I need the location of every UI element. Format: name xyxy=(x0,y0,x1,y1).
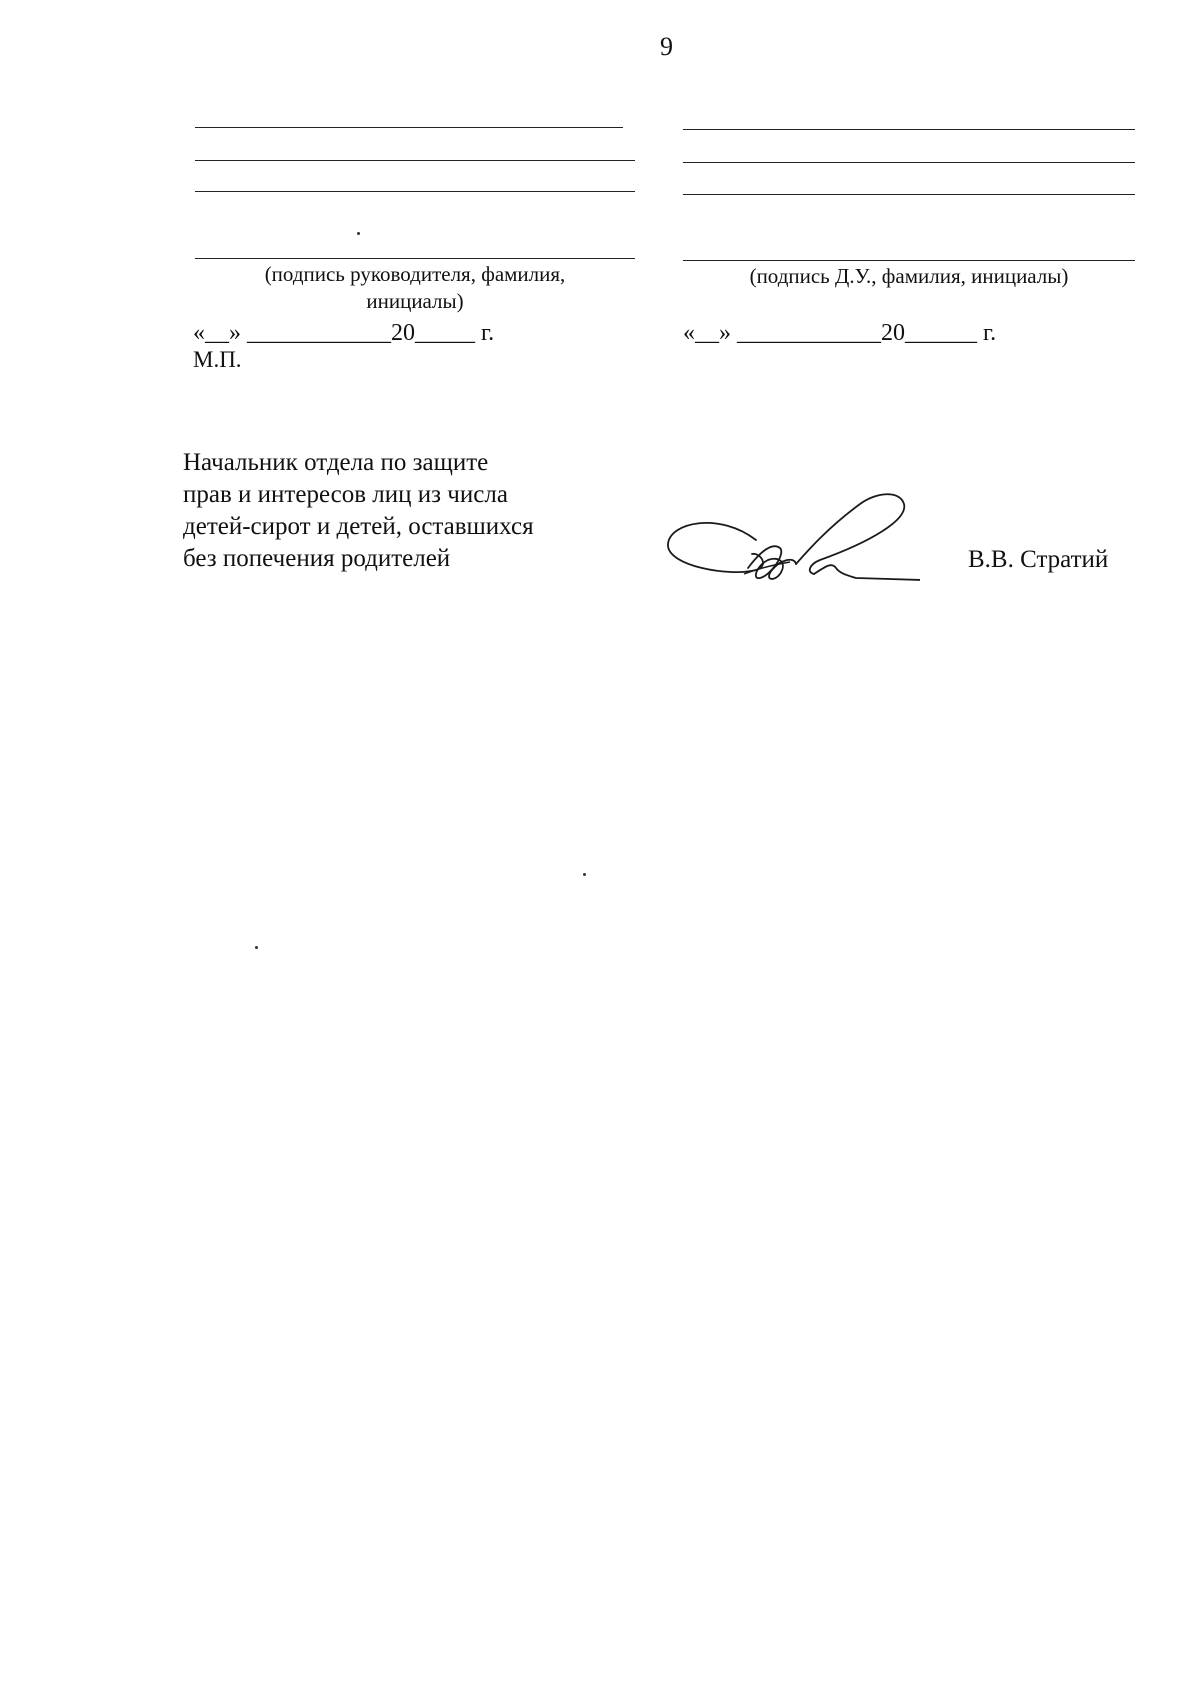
stamp-label: М.П. xyxy=(193,347,242,372)
scan-speck xyxy=(583,873,586,876)
left-signature-caption xyxy=(195,261,635,315)
position-line-4: без попечения родителей xyxy=(183,545,451,572)
right-blank-line-3 xyxy=(683,194,1135,195)
left-signature-line xyxy=(195,258,635,259)
left-caption-line-2: инициалы) xyxy=(366,289,464,313)
signer-name: В.В. Стратий xyxy=(968,546,1109,573)
scan-speck xyxy=(357,232,360,235)
right-date-line: «__» ____________20______ г. xyxy=(683,320,997,346)
left-date-line: «__» ____________20_____ г. xyxy=(193,320,495,346)
left-blank-line-2 xyxy=(195,160,635,161)
page-number: 9 xyxy=(660,32,673,61)
right-signature-caption: (подпись Д.У., фамилия, инициалы) xyxy=(749,264,1069,288)
right-signature-line xyxy=(683,260,1135,261)
right-blank-line-2 xyxy=(683,162,1135,163)
position-title xyxy=(183,447,534,575)
left-blank-line-1 xyxy=(195,127,623,128)
position-line-2: прав и интересов лиц из числа xyxy=(183,481,508,508)
position-line-1: Начальник отдела по защите xyxy=(183,449,489,476)
handwritten-signature xyxy=(660,482,920,592)
left-caption-line-1: (подпись руководителя, фамилия, xyxy=(264,262,566,286)
right-blank-line-1 xyxy=(683,129,1135,130)
left-blank-line-3 xyxy=(195,191,635,192)
position-line-3: детей-сирот и детей, оставшихся xyxy=(183,513,534,540)
scan-speck xyxy=(255,946,258,949)
